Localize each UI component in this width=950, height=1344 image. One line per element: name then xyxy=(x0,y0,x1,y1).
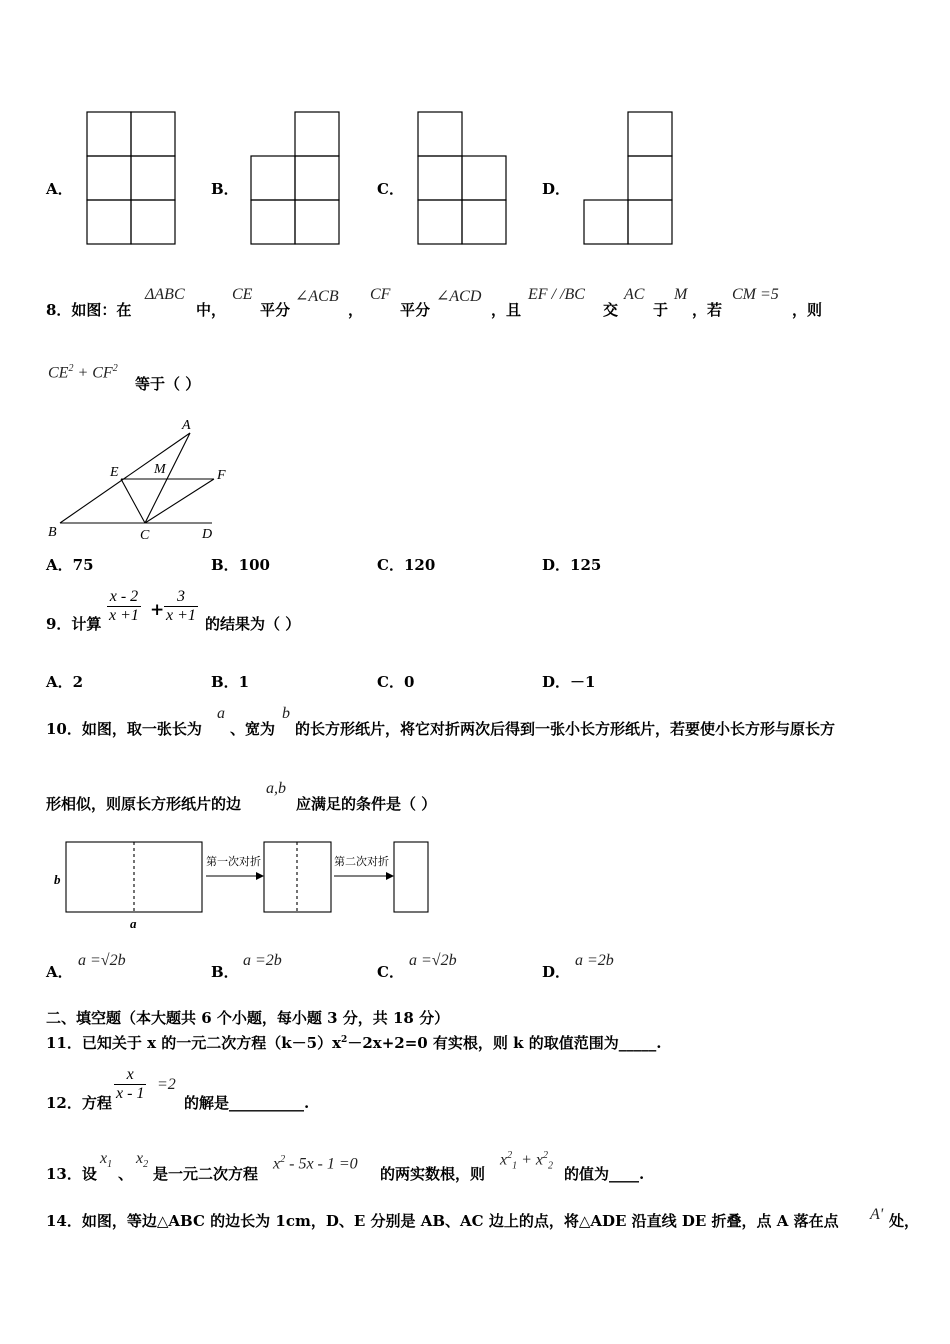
q10-var-b: b xyxy=(282,705,290,722)
q8-ce: CE xyxy=(232,286,253,303)
q8-label-b: B xyxy=(48,525,57,540)
q9-plus: + xyxy=(150,600,165,620)
q10-option-b-label: B． xyxy=(211,963,239,981)
q10-fold1-label: 第一次对折 xyxy=(206,856,261,868)
q8-label-f: F xyxy=(217,468,226,483)
q8-option-d: D．125 xyxy=(542,556,602,574)
q11-text: 11．已知关于 x 的一元二次方程$(k-5)x^2-2x+2=0$ 有实根，则 k 的取值范围为_____. xyxy=(46,1034,662,1052)
q8-cf: CF xyxy=(370,286,391,303)
q10-option-c-label: C． xyxy=(377,963,404,981)
q10-line1-a: 10．如图，取一张长为 xyxy=(46,720,202,738)
q8-option-b: B．100 xyxy=(211,556,270,574)
q9-option-a: A．2 xyxy=(46,673,84,691)
q9-option-c: C．0 xyxy=(377,673,415,691)
q12-number: 12．方程 xyxy=(46,1094,112,1112)
q8-text-yu: 于 xyxy=(653,301,669,319)
q8-option-c: C．120 xyxy=(377,556,436,574)
q9-number: 9．计算 xyxy=(46,615,102,633)
q8-geometry-figure xyxy=(44,415,234,545)
q13-sum-expression: $x^2_1 + x^2_2$ xyxy=(500,1150,554,1172)
q8-angle-acb: ∠ACB xyxy=(295,288,339,305)
q10-line1-c: 的长方形纸片，将它对折两次后得到一张小长方形纸片，若要使小长方形与原长方 xyxy=(295,720,836,738)
q9-option-d: D．－1 xyxy=(542,673,596,691)
q8-text-qie: ，且 xyxy=(491,301,522,319)
q10-line1-b: 、宽为 xyxy=(230,720,276,738)
q10-line2-a: 形相似，则原长方形纸片的边 xyxy=(46,795,242,813)
q13-tail: 的值为____. xyxy=(564,1165,645,1183)
q7-option-a-figure xyxy=(86,111,176,245)
q8-label-e: E xyxy=(110,465,119,480)
q8-ef-parallel-bc: EF / /BC xyxy=(528,286,585,303)
q13-equation: $x^2 - 5x - 1 =0$ xyxy=(273,1154,358,1173)
q12-text: 的解是__________. xyxy=(184,1094,310,1112)
q8-comma: ， xyxy=(348,301,364,319)
q8-text-dengyu: 等于（ ） xyxy=(135,375,201,393)
q8-ac: AC xyxy=(624,286,645,303)
q8-text-zhong: 中， xyxy=(196,301,227,319)
q10-option-a-label: A． xyxy=(46,963,73,981)
q7-option-d-label: D． xyxy=(542,180,571,198)
q8-text-pingfen-2: 平分 xyxy=(400,301,431,319)
q13-answer-blank[interactable]: ____ xyxy=(609,1165,640,1183)
q13-x1: $x_1$ xyxy=(100,1150,113,1171)
q8-text-jiao: 交 xyxy=(603,301,619,319)
q8-option-a: A．75 xyxy=(46,556,94,574)
q8-text-pingfen-1: 平分 xyxy=(260,301,291,319)
q10-var-ab: a,b xyxy=(266,780,286,797)
q8-number: 8．如图：在 xyxy=(46,301,132,319)
q8-point-m: M xyxy=(674,286,688,303)
q12-fraction: $\frac{x}{x - 1}$ xyxy=(116,1066,145,1102)
q8-triangle-abc: ΔABC xyxy=(145,286,185,303)
q10-line2-b: 应满足的条件是（ ） xyxy=(296,795,437,813)
q9-fraction-2: $\frac{3}{x +1}$ xyxy=(166,588,196,624)
q12-answer-blank[interactable]: __________ xyxy=(229,1094,305,1112)
q10-var-a: a xyxy=(217,705,225,722)
q13-mid2: 的两实数根，则 xyxy=(380,1165,486,1183)
q8-text-ze: ，则 xyxy=(792,301,823,319)
q7-option-a-label: A． xyxy=(46,180,73,198)
q8-angle-acd: ∠ACD xyxy=(436,288,482,305)
q13-dun: 、 xyxy=(118,1165,134,1183)
section-2-title: 二、填空题（本大题共 6 个小题，每小题 3 分，共 18 分） xyxy=(46,1009,450,1027)
q10-option-d-label: D． xyxy=(542,963,571,981)
q7-option-b-label: B． xyxy=(211,180,239,198)
q10-fig-label-b: b xyxy=(54,872,61,887)
q10-fig-label-a: a xyxy=(130,916,137,930)
q9-fraction-1: $\frac{x - 2}{x +1}$ xyxy=(109,588,139,624)
q10-fold2-label: 第二次对折 xyxy=(334,856,389,868)
q9-tail: 的结果为（ ） xyxy=(205,615,301,633)
q7-option-c-label: C． xyxy=(377,180,404,198)
q8-text-ruo: ，若 xyxy=(692,301,723,319)
q10-folding-figure xyxy=(50,838,440,930)
q14-text-a: 14．如图，等边△ABC 的边长为 1cm，D、E 分别是 AB、AC 边上的点，将△ADE 沿直线 DE 折叠，点 A 落在点 xyxy=(46,1212,839,1230)
q10-option-c-expr: a =√2b xyxy=(409,952,457,969)
q8-label-m: M xyxy=(154,462,166,477)
q13-number: 13．设 xyxy=(46,1165,97,1183)
q8-cm-value: CM =5 xyxy=(732,286,779,303)
q7-option-d-figure xyxy=(583,111,674,245)
q8-expression: $CE^2 + CF^2$ xyxy=(48,363,118,382)
q13-mid: 是一元二次方程 xyxy=(153,1165,259,1183)
q8-label-a: A xyxy=(182,418,191,433)
q14-point-a-prime: A' xyxy=(870,1206,884,1223)
q7-option-c-figure xyxy=(417,111,508,245)
q8-label-d: D xyxy=(202,527,213,542)
q9-option-b: B．1 xyxy=(211,673,250,691)
q12-equals: =2 xyxy=(157,1076,176,1093)
q10-option-b-expr: a =2b xyxy=(243,952,282,969)
q8-label-c: C xyxy=(140,528,150,543)
q7-option-b-figure xyxy=(250,111,341,245)
q13-x2: $x_2$ xyxy=(136,1150,149,1171)
q11-answer-blank[interactable]: _____ xyxy=(618,1034,657,1052)
q10-option-a-expr: a =√2b xyxy=(78,952,126,969)
q14-text-b: 处， xyxy=(889,1212,920,1230)
q10-option-d-expr: a =2b xyxy=(575,952,614,969)
